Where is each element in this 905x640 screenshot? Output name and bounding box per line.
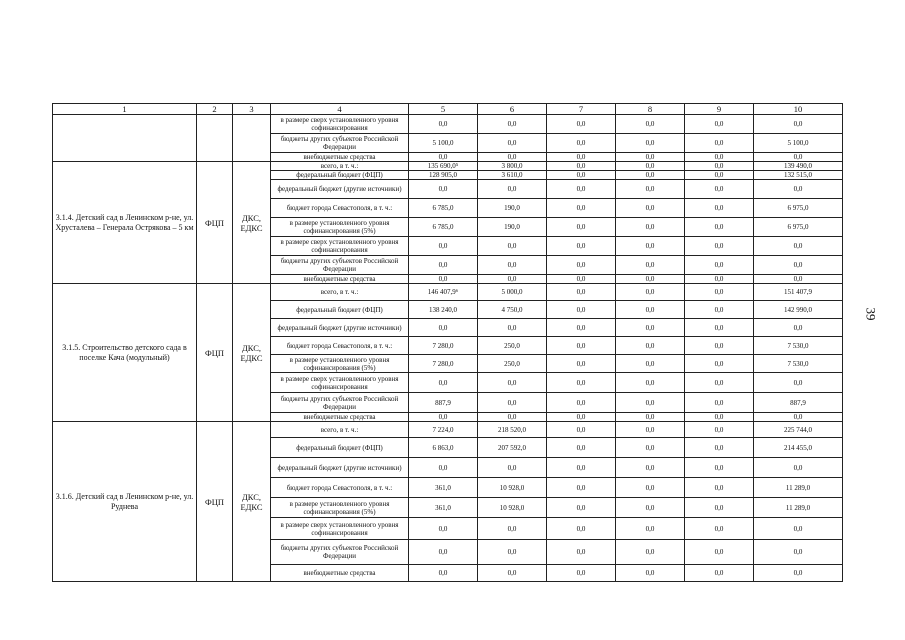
value-cell: 0,0 bbox=[478, 565, 547, 582]
value-cell: 0,0 bbox=[409, 180, 478, 199]
funding-source-cell: в размере сверх установленного уровня софинансирования bbox=[271, 115, 409, 134]
funding-source-cell: федеральный бюджет (другие источники) bbox=[271, 319, 409, 337]
value-cell: 0,0 bbox=[478, 134, 547, 153]
funding-source-cell: в размере сверх установленного уровня софинансирования bbox=[271, 373, 409, 393]
project-cell: 3.1.6. Детский сад в Ленинском р-не, ул. Руднева bbox=[53, 422, 197, 582]
value-cell: 0,0 bbox=[685, 237, 754, 256]
value-cell: 0,0 bbox=[754, 153, 843, 162]
value-cell: 0,0 bbox=[616, 284, 685, 301]
project-cell: 3.1.5. Строительство детского сада в поселке Кача (модульный) bbox=[53, 284, 197, 422]
funding-program-cell: ФЦП bbox=[197, 284, 233, 422]
value-cell: 0,0 bbox=[478, 413, 547, 422]
value-cell: 0,0 bbox=[547, 373, 616, 393]
funding-source-cell: в размере сверх установленного уровня софинансирования bbox=[271, 237, 409, 256]
value-cell: 0,0 bbox=[685, 256, 754, 275]
value-cell: 0,0 bbox=[685, 565, 754, 582]
value-cell: 128 905,0 bbox=[409, 171, 478, 180]
funding-source-cell: бюджеты других субъектов Российской Федерации bbox=[271, 134, 409, 153]
value-cell: 0,0 bbox=[685, 373, 754, 393]
value-cell: 0,0 bbox=[547, 413, 616, 422]
value-cell: 0,0 bbox=[685, 115, 754, 134]
value-cell: 0,0 bbox=[685, 355, 754, 373]
table-row bbox=[53, 162, 843, 171]
value-cell: 0,0 bbox=[547, 256, 616, 275]
funding-source-cell: федеральный бюджет (ФЦП) bbox=[271, 171, 409, 180]
value-cell: 0,0 bbox=[754, 413, 843, 422]
header-cell: 10 bbox=[754, 104, 843, 115]
header-cell: 5 bbox=[409, 104, 478, 115]
value-cell: 11 289,0 bbox=[754, 478, 843, 498]
value-cell: 151 407,9 bbox=[754, 284, 843, 301]
funding-source-cell: бюджеты других субъектов Российской Федерации bbox=[271, 256, 409, 275]
value-cell: 0,0 bbox=[547, 153, 616, 162]
value-cell: 0,0 bbox=[685, 540, 754, 565]
value-cell: 0,0 bbox=[547, 540, 616, 565]
value-cell: 0,0 bbox=[685, 162, 754, 171]
value-cell: 0,0 bbox=[409, 256, 478, 275]
value-cell: 6 975,0 bbox=[754, 218, 843, 237]
value-cell: 0,0 bbox=[409, 153, 478, 162]
value-cell: 207 592,0 bbox=[478, 438, 547, 458]
value-cell: 0,0 bbox=[547, 319, 616, 337]
value-cell: 0,0 bbox=[478, 319, 547, 337]
value-cell: 0,0 bbox=[685, 518, 754, 540]
header-row bbox=[53, 104, 843, 115]
value-cell: 0,0 bbox=[616, 171, 685, 180]
value-cell: 0,0 bbox=[616, 180, 685, 199]
value-cell: 0,0 bbox=[547, 284, 616, 301]
value-cell: 3 610,0 bbox=[478, 171, 547, 180]
value-cell: 0,0 bbox=[409, 373, 478, 393]
value-cell: 0,0 bbox=[547, 199, 616, 218]
value-cell: 0,0 bbox=[685, 319, 754, 337]
value-cell: 0,0 bbox=[616, 540, 685, 565]
value-cell: 0,0 bbox=[685, 180, 754, 199]
project-cell bbox=[53, 115, 197, 162]
value-cell: 5 000,0 bbox=[478, 284, 547, 301]
value-cell: 0,0 bbox=[547, 171, 616, 180]
value-cell: 0,0 bbox=[616, 565, 685, 582]
funding-source-cell: в размере установленного уровня софинансирования (5%) bbox=[271, 218, 409, 237]
value-cell: 0,0 bbox=[547, 393, 616, 413]
funding-source-cell: федеральный бюджет (другие источники) bbox=[271, 458, 409, 478]
value-cell: 0,0 bbox=[409, 413, 478, 422]
value-cell: 0,0 bbox=[478, 153, 547, 162]
value-cell: 0,0 bbox=[547, 565, 616, 582]
executor-cell bbox=[233, 115, 271, 162]
value-cell: 10 928,0 bbox=[478, 478, 547, 498]
value-cell: 0,0 bbox=[409, 115, 478, 134]
funding-source-cell: бюджеты других субъектов Российской Федерации bbox=[271, 540, 409, 565]
value-cell: 0,0 bbox=[685, 337, 754, 355]
value-cell: 0,0 bbox=[754, 373, 843, 393]
value-cell: 0,0 bbox=[547, 218, 616, 237]
value-cell: 887,9 bbox=[754, 393, 843, 413]
value-cell: 0,0 bbox=[754, 180, 843, 199]
value-cell: 7 224,0 bbox=[409, 422, 478, 438]
value-cell: 0,0 bbox=[616, 518, 685, 540]
value-cell: 0,0 bbox=[478, 540, 547, 565]
value-cell: 0,0 bbox=[685, 218, 754, 237]
value-cell: 0,0 bbox=[547, 162, 616, 171]
value-cell: 0,0 bbox=[547, 498, 616, 518]
value-cell: 0,0 bbox=[685, 134, 754, 153]
value-cell: 5 100,0 bbox=[754, 134, 843, 153]
value-cell: 0,0 bbox=[754, 518, 843, 540]
funding-source-cell: всего, в т. ч.: bbox=[271, 162, 409, 171]
value-cell: 0,0 bbox=[754, 319, 843, 337]
value-cell: 361,0 bbox=[409, 478, 478, 498]
value-cell: 7 280,0 bbox=[409, 337, 478, 355]
value-cell: 0,0 bbox=[547, 458, 616, 478]
funding-source-cell: в размере установленного уровня софинансирования (5%) bbox=[271, 498, 409, 518]
value-cell: 0,0 bbox=[478, 237, 547, 256]
value-cell: 0,0 bbox=[409, 237, 478, 256]
value-cell: 0,0 bbox=[685, 413, 754, 422]
page-number: 39 bbox=[863, 307, 879, 321]
value-cell: 887,9 bbox=[409, 393, 478, 413]
value-cell: 0,0 bbox=[409, 518, 478, 540]
funding-source-cell: в размере сверх установленного уровня софинансирования bbox=[271, 518, 409, 540]
value-cell: 0,0 bbox=[685, 458, 754, 478]
funding-program-cell: ФЦП bbox=[197, 162, 233, 284]
value-cell: 0,0 bbox=[616, 218, 685, 237]
value-cell: 0,0 bbox=[616, 199, 685, 218]
budget-table bbox=[52, 103, 843, 582]
header-cell: 9 bbox=[685, 104, 754, 115]
funding-source-cell: внебюджетные средства bbox=[271, 565, 409, 582]
value-cell: 0,0 bbox=[616, 422, 685, 438]
value-cell: 138 240,0 bbox=[409, 301, 478, 319]
value-cell: 6 975,0 bbox=[754, 199, 843, 218]
value-cell: 135 690,0⁵ bbox=[409, 162, 478, 171]
table-row bbox=[53, 422, 843, 438]
value-cell: 0,0 bbox=[547, 237, 616, 256]
value-cell: 0,0 bbox=[478, 518, 547, 540]
value-cell: 0,0 bbox=[616, 134, 685, 153]
value-cell: 0,0 bbox=[754, 275, 843, 284]
value-cell: 0,0 bbox=[616, 319, 685, 337]
value-cell: 0,0 bbox=[616, 355, 685, 373]
value-cell: 0,0 bbox=[547, 422, 616, 438]
value-cell: 0,0 bbox=[616, 373, 685, 393]
value-cell: 0,0 bbox=[478, 458, 547, 478]
value-cell: 0,0 bbox=[754, 256, 843, 275]
value-cell: 0,0 bbox=[478, 393, 547, 413]
header-cell: 4 bbox=[271, 104, 409, 115]
value-cell: 0,0 bbox=[754, 540, 843, 565]
funding-source-cell: всего, в т. ч.: bbox=[271, 422, 409, 438]
value-cell: 0,0 bbox=[754, 115, 843, 134]
value-cell: 0,0 bbox=[478, 115, 547, 134]
value-cell: 0,0 bbox=[616, 458, 685, 478]
value-cell: 0,0 bbox=[547, 115, 616, 134]
funding-program-cell: ФЦП bbox=[197, 422, 233, 582]
value-cell: 0,0 bbox=[409, 565, 478, 582]
value-cell: 0,0 bbox=[616, 275, 685, 284]
header-cell: 8 bbox=[616, 104, 685, 115]
funding-source-cell: федеральный бюджет (ФЦП) bbox=[271, 301, 409, 319]
value-cell: 0,0 bbox=[547, 355, 616, 373]
project-cell: 3.1.4. Детский сад в Ленинском р-не, ул. Хрусталева – Генерала Острякова – 5 км bbox=[53, 162, 197, 284]
funding-source-cell: внебюджетные средства bbox=[271, 413, 409, 422]
value-cell: 190,0 bbox=[478, 199, 547, 218]
header-cell: 3 bbox=[233, 104, 271, 115]
value-cell: 0,0 bbox=[754, 565, 843, 582]
value-cell: 0,0 bbox=[547, 438, 616, 458]
value-cell: 218 520,0 bbox=[478, 422, 547, 438]
value-cell: 0,0 bbox=[685, 393, 754, 413]
value-cell: 0,0 bbox=[754, 458, 843, 478]
header-cell: 6 bbox=[478, 104, 547, 115]
value-cell: 132 515,0 bbox=[754, 171, 843, 180]
value-cell: 11 289,0 bbox=[754, 498, 843, 518]
value-cell: 0,0 bbox=[685, 199, 754, 218]
executor-cell: ДКС, ЕДКС bbox=[233, 284, 271, 422]
value-cell: 0,0 bbox=[616, 337, 685, 355]
table-row bbox=[53, 115, 843, 134]
value-cell: 225 744,0 bbox=[754, 422, 843, 438]
value-cell: 0,0 bbox=[616, 301, 685, 319]
value-cell: 0,0 bbox=[616, 162, 685, 171]
value-cell: 6 785,0 bbox=[409, 218, 478, 237]
value-cell: 0,0 bbox=[409, 458, 478, 478]
value-cell: 0,0 bbox=[685, 422, 754, 438]
value-cell: 0,0 bbox=[685, 171, 754, 180]
funding-source-cell: внебюджетные средства bbox=[271, 153, 409, 162]
value-cell: 0,0 bbox=[685, 275, 754, 284]
value-cell: 0,0 bbox=[616, 237, 685, 256]
value-cell: 0,0 bbox=[409, 540, 478, 565]
funding-source-cell: в размере установленного уровня софинансирования (5%) bbox=[271, 355, 409, 373]
value-cell: 361,0 bbox=[409, 498, 478, 518]
executor-cell: ДКС, ЕДКС bbox=[233, 162, 271, 284]
table-body bbox=[53, 104, 843, 582]
value-cell: 0,0 bbox=[547, 518, 616, 540]
value-cell: 0,0 bbox=[616, 478, 685, 498]
value-cell: 7 530,0 bbox=[754, 337, 843, 355]
value-cell: 4 750,0 bbox=[478, 301, 547, 319]
value-cell: 139 490,0 bbox=[754, 162, 843, 171]
value-cell: 0,0 bbox=[616, 393, 685, 413]
value-cell: 146 407,9⁶ bbox=[409, 284, 478, 301]
value-cell: 0,0 bbox=[478, 256, 547, 275]
table-row bbox=[53, 284, 843, 301]
header-cell: 2 bbox=[197, 104, 233, 115]
funding-program-cell bbox=[197, 115, 233, 162]
header-cell: 1 bbox=[53, 104, 197, 115]
funding-source-cell: внебюджетные средства bbox=[271, 275, 409, 284]
funding-source-cell: бюджет города Севастополя, в т. ч.: bbox=[271, 478, 409, 498]
value-cell: 250,0 bbox=[478, 337, 547, 355]
value-cell: 6 863,0 bbox=[409, 438, 478, 458]
value-cell: 10 928,0 bbox=[478, 498, 547, 518]
value-cell: 0,0 bbox=[478, 180, 547, 199]
value-cell: 0,0 bbox=[685, 284, 754, 301]
value-cell: 5 100,0 bbox=[409, 134, 478, 153]
value-cell: 0,0 bbox=[547, 337, 616, 355]
funding-source-cell: федеральный бюджет (ФЦП) bbox=[271, 438, 409, 458]
funding-source-cell: бюджеты других субъектов Российской Федерации bbox=[271, 393, 409, 413]
value-cell: 190,0 bbox=[478, 218, 547, 237]
value-cell: 0,0 bbox=[478, 373, 547, 393]
header-cell: 7 bbox=[547, 104, 616, 115]
funding-source-cell: бюджет города Севастополя, в т. ч.: bbox=[271, 199, 409, 218]
value-cell: 0,0 bbox=[478, 275, 547, 284]
value-cell: 0,0 bbox=[547, 301, 616, 319]
value-cell: 0,0 bbox=[754, 237, 843, 256]
value-cell: 0,0 bbox=[616, 115, 685, 134]
funding-source-cell: бюджет города Севастополя, в т. ч.: bbox=[271, 337, 409, 355]
value-cell: 0,0 bbox=[685, 478, 754, 498]
value-cell: 7 280,0 bbox=[409, 355, 478, 373]
value-cell: 0,0 bbox=[547, 478, 616, 498]
value-cell: 0,0 bbox=[685, 153, 754, 162]
value-cell: 0,0 bbox=[616, 153, 685, 162]
value-cell: 6 785,0 bbox=[409, 199, 478, 218]
value-cell: 0,0 bbox=[685, 438, 754, 458]
value-cell: 7 530,0 bbox=[754, 355, 843, 373]
value-cell: 0,0 bbox=[616, 438, 685, 458]
value-cell: 0,0 bbox=[547, 275, 616, 284]
funding-source-cell: федеральный бюджет (другие источники) bbox=[271, 180, 409, 199]
value-cell: 214 455,0 bbox=[754, 438, 843, 458]
value-cell: 0,0 bbox=[616, 256, 685, 275]
value-cell: 0,0 bbox=[685, 301, 754, 319]
value-cell: 0,0 bbox=[616, 498, 685, 518]
value-cell: 0,0 bbox=[547, 134, 616, 153]
value-cell: 0,0 bbox=[409, 319, 478, 337]
value-cell: 3 800,0 bbox=[478, 162, 547, 171]
value-cell: 0,0 bbox=[547, 180, 616, 199]
executor-cell: ДКС, ЕДКС bbox=[233, 422, 271, 582]
value-cell: 0,0 bbox=[685, 498, 754, 518]
value-cell: 142 990,0 bbox=[754, 301, 843, 319]
value-cell: 250,0 bbox=[478, 355, 547, 373]
value-cell: 0,0 bbox=[409, 275, 478, 284]
funding-source-cell: всего, в т. ч.: bbox=[271, 284, 409, 301]
value-cell: 0,0 bbox=[616, 413, 685, 422]
